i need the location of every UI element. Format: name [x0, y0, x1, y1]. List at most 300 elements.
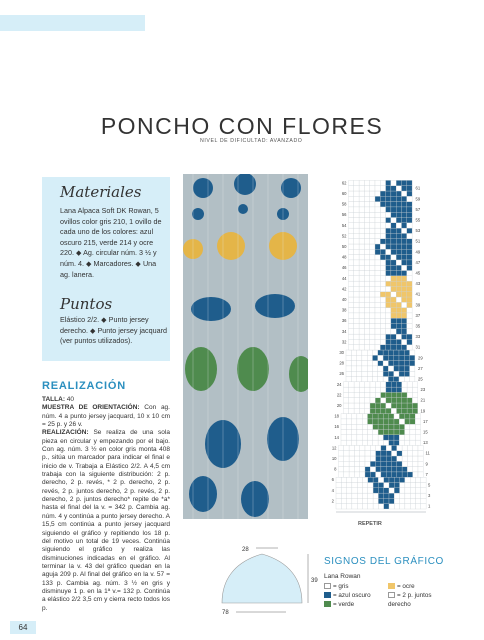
chart-cell — [402, 313, 407, 318]
chart-cell — [370, 255, 375, 260]
chart-cell — [365, 451, 370, 456]
chart-cell — [375, 260, 380, 265]
chart-cell — [380, 271, 385, 276]
chart-cell — [386, 308, 391, 313]
chart-cell — [370, 398, 375, 403]
chart-cell — [375, 286, 380, 291]
chart-cell — [407, 302, 412, 307]
gauge-value: Con ag. núm. 4 a punto jersey jacquard, 10 x 10 cm = 25 p. y 26 v. — [42, 404, 170, 429]
chart-cell — [381, 461, 386, 466]
chart-cell — [386, 180, 391, 185]
chart-cell — [370, 218, 375, 223]
instructions-value: Se realiza de una sola pieza en circular y empezando por el bajo. Con ag. núm. 3 ½ en color gris monta 408 p., sitúa un marcador para indicar el final e inicio de v. Trabaja a Elástico 2/2. A 4,5 cm trabaja con la siguiente distribución: 2 p. derecho, 2 p. revés, * 2 p. derecho, 2 p. revés, 2 p. juntos derecho, 2 p. revés, 2 p. derecho, 2 p. juntos derecho* repite de *a* hasta el final del la v. = 342 p. Cambia ag. núm. 4 y continúa a punto jersey derecho. A 15,5 cm continúa a punto jersey jacquard siguiendo el gráfico y repitiendo los 18 p. del motivo un total de 19 veces. Continúa siguiendo el gráfico y realiza las disminuciones indicadas en el gráfico. Al terminar la v. 43 del gráfico quedan en la aguja 209 p. Al final del gráfico en la v. 57 = 133 p. Cambia ag. núm. 3 ½ en gris y disminuye 1 p. en la 1ª v.= 132 p. Continúa a elástico 2/2 3,5 cm y cierra recto todos los p. — [42, 429, 170, 612]
chart-cell — [354, 451, 359, 456]
chart-row-number-left: 26 — [339, 371, 344, 377]
legend-verde — [324, 601, 354, 608]
chart-cell — [367, 377, 372, 382]
chart-cell — [357, 366, 362, 371]
chart-row-number-right: 35 — [415, 323, 421, 329]
chart-cell — [344, 392, 349, 397]
chart-cell — [336, 488, 341, 493]
chart-cell — [405, 488, 410, 493]
chart-cell — [378, 371, 383, 376]
chart-cell — [402, 212, 407, 217]
chart-cell — [402, 249, 407, 254]
chart-cell — [354, 223, 359, 228]
chart-cell — [349, 281, 354, 286]
chart-cell — [364, 218, 369, 223]
schematic-top-width: 28 — [242, 547, 249, 553]
chart-cell — [402, 265, 407, 270]
chart-cell — [391, 223, 396, 228]
chart-cell — [344, 467, 349, 472]
chart-cell — [370, 260, 375, 265]
chart-cell — [373, 477, 378, 482]
chart-cell — [341, 419, 346, 424]
chart-cell — [407, 212, 412, 217]
chart-cell — [405, 424, 410, 429]
chart-cell — [365, 403, 370, 408]
chart-cell — [386, 223, 391, 228]
page-title: PONCHO CON FLORES — [100, 113, 384, 139]
chart-cell — [407, 398, 412, 403]
chart-cell — [410, 377, 415, 382]
chart-cell — [386, 212, 391, 217]
chart-cell — [391, 387, 396, 392]
chart-cell — [346, 366, 351, 371]
chart-cell — [344, 461, 349, 466]
chart-cell — [375, 302, 380, 307]
chart-cell — [386, 196, 391, 201]
chart-cell — [368, 440, 373, 445]
chart-cell — [367, 350, 372, 355]
chart-cell — [375, 403, 380, 408]
chart-cell — [352, 419, 357, 424]
chart-cell — [389, 430, 394, 435]
chart-cell — [354, 239, 359, 244]
chart-cell — [364, 228, 369, 233]
chart-cell — [396, 255, 401, 260]
swatch-gris — [324, 583, 331, 589]
chart-cell — [378, 477, 383, 482]
chart-cell — [421, 488, 426, 493]
chart-cell — [370, 392, 375, 397]
chart-cell — [375, 228, 380, 233]
chart-cell — [373, 483, 378, 488]
schematic-height: 39 — [311, 578, 318, 584]
chart-cell — [392, 456, 397, 461]
chart-cell — [383, 350, 388, 355]
chart-cell — [380, 334, 385, 339]
chart-cell — [349, 191, 354, 196]
chart-cell — [347, 504, 352, 509]
chart-cell — [364, 233, 369, 238]
chart-cell — [416, 504, 421, 509]
chart-cell — [407, 218, 412, 223]
chart-cell — [412, 382, 417, 387]
chart-cell — [349, 228, 354, 233]
knitting-chart — [306, 174, 441, 519]
chart-cell — [389, 440, 394, 445]
chart-cell — [402, 392, 407, 397]
chart-cell — [416, 477, 421, 482]
chart-cell — [349, 403, 354, 408]
chart-row-number-left: 38 — [341, 307, 347, 313]
chart-cell — [381, 382, 386, 387]
chart-cell — [410, 355, 415, 360]
chart-cell — [341, 483, 346, 488]
chart-cell — [383, 355, 388, 360]
chart-cell — [362, 377, 367, 382]
chart-cell — [391, 403, 396, 408]
chart-cell — [344, 398, 349, 403]
chart-cell — [364, 329, 369, 334]
chart-cell — [368, 414, 373, 419]
chart-cell — [373, 498, 378, 503]
chart-cell — [352, 483, 357, 488]
chart-cell — [396, 249, 401, 254]
chart-cell — [407, 186, 412, 191]
chart-row-number-right: 39 — [415, 302, 421, 308]
chart-cell — [380, 202, 385, 207]
chart-cell — [389, 504, 394, 509]
chart-cell — [360, 456, 365, 461]
chart-cell — [394, 493, 399, 498]
chart-cell — [410, 483, 415, 488]
chart-cell — [349, 339, 354, 344]
chart-cell — [347, 477, 352, 482]
chart-cell — [391, 271, 396, 276]
chart-row-number-right: 15 — [423, 429, 428, 435]
chart-cell — [416, 493, 421, 498]
chart-row-number-right: 1 — [428, 503, 431, 509]
chart-cell — [412, 408, 417, 413]
chart-cell — [357, 361, 362, 366]
chart-cell — [405, 504, 410, 509]
chart-cell — [359, 271, 364, 276]
chart-cell — [400, 488, 405, 493]
swatch-juntos — [388, 592, 395, 598]
chart-row-number-right: 11 — [425, 450, 430, 456]
chart-cell — [402, 286, 407, 291]
chart-cell — [359, 207, 364, 212]
chart-cell — [375, 223, 380, 228]
chart-cell — [386, 249, 391, 254]
chart-cell — [396, 223, 401, 228]
chart-cell — [405, 430, 410, 435]
chart-cell — [386, 403, 391, 408]
chart-cell — [389, 488, 394, 493]
chart-cell — [378, 435, 383, 440]
chart-cell — [399, 435, 404, 440]
chart-cell — [375, 271, 380, 276]
chart-cell — [373, 361, 378, 366]
chart-cell — [397, 472, 402, 477]
chart-cell — [359, 276, 364, 281]
chart-row-number-right: 51 — [415, 238, 421, 244]
chart-cell — [370, 451, 375, 456]
chart-cell — [402, 318, 407, 323]
chart-cell — [380, 207, 385, 212]
chart-cell — [400, 493, 405, 498]
chart-cell — [360, 451, 365, 456]
chart-row-number-left: 6 — [331, 477, 334, 483]
chart-cell — [380, 302, 385, 307]
chart-cell — [363, 493, 368, 498]
chart-cell — [362, 361, 367, 366]
chart-cell — [407, 255, 412, 260]
chart-cell — [386, 218, 391, 223]
chart-cell — [380, 249, 385, 254]
chart-cell — [375, 196, 380, 201]
chart-cell — [402, 334, 407, 339]
chart-cell — [341, 414, 346, 419]
chart-cell — [339, 451, 344, 456]
chart-cell — [370, 271, 375, 276]
chart-cell — [349, 334, 354, 339]
chart-cell — [392, 467, 397, 472]
chart-cell — [415, 430, 420, 435]
chart-cell — [357, 435, 362, 440]
chart-cell — [381, 403, 386, 408]
chart-cell — [375, 297, 380, 302]
chart-cell — [386, 297, 391, 302]
chart-cell — [349, 265, 354, 270]
chart-cell — [402, 398, 407, 403]
chart-row-number-left: 54 — [341, 222, 347, 228]
chart-cell — [389, 424, 394, 429]
chart-cell — [368, 493, 373, 498]
chart-cell — [349, 387, 354, 392]
chart-cell — [354, 207, 359, 212]
chart-cell — [399, 430, 404, 435]
chart-cell — [397, 398, 402, 403]
chart-cell — [416, 483, 421, 488]
chart-cell — [378, 488, 383, 493]
chart-cell — [376, 456, 381, 461]
chart-cell — [380, 265, 385, 270]
chart-cell — [396, 286, 401, 291]
chart-cell — [381, 451, 386, 456]
chart-cell — [380, 324, 385, 329]
chart-cell — [359, 292, 364, 297]
chart-cell — [378, 498, 383, 503]
knit-photo — [183, 174, 308, 519]
chart-cell — [396, 191, 401, 196]
chart-cell — [364, 265, 369, 270]
chart-cell — [344, 456, 349, 461]
chart-cell — [394, 498, 399, 503]
chart-cell — [375, 324, 380, 329]
chart-cell — [364, 276, 369, 281]
chart-row-number-right: 57 — [415, 206, 421, 212]
chart-cell — [394, 435, 399, 440]
chart-cell — [394, 504, 399, 509]
chart-cell — [402, 467, 407, 472]
chart-cell — [364, 223, 369, 228]
chart-row-number-left: 42 — [341, 286, 347, 292]
chart-cell — [391, 265, 396, 270]
chart-cell — [354, 228, 359, 233]
chart-cell — [405, 419, 410, 424]
chart-cell — [412, 387, 417, 392]
chart-cell — [359, 191, 364, 196]
chart-cell — [405, 483, 410, 488]
chart-cell — [364, 212, 369, 217]
chart-cell — [399, 424, 404, 429]
chart-cell — [364, 318, 369, 323]
chart-cell — [354, 403, 359, 408]
chart-cell — [380, 191, 385, 196]
chart-cell — [415, 435, 420, 440]
chart-cell — [365, 387, 370, 392]
chart-cell — [388, 350, 393, 355]
chart-cell — [396, 334, 401, 339]
chart-cell — [396, 207, 401, 212]
chart-cell — [375, 233, 380, 238]
chart-cell — [359, 218, 364, 223]
chart-cell — [376, 451, 381, 456]
chart-cell — [378, 361, 383, 366]
chart-cell — [354, 255, 359, 260]
chart-row-number-right: 17 — [423, 418, 428, 424]
chart-cell — [407, 286, 412, 291]
chart-row-number-left: 12 — [331, 445, 337, 451]
chart-cell — [373, 504, 378, 509]
chart-cell — [402, 297, 407, 302]
chart-cell — [412, 398, 417, 403]
chart-cell — [407, 392, 412, 397]
chart-cell — [375, 334, 380, 339]
chart-cell — [375, 202, 380, 207]
chart-cell — [346, 424, 351, 429]
chart-cell — [380, 239, 385, 244]
chart-row-number-left: 46 — [341, 265, 347, 271]
chart-cell — [349, 324, 354, 329]
chart-cell — [359, 339, 364, 344]
chart-cell — [359, 239, 364, 244]
chart-cell — [375, 255, 380, 260]
legend-azul — [324, 592, 371, 599]
chart-cell — [354, 345, 359, 350]
chart-cell — [364, 196, 369, 201]
chart-cell — [373, 371, 378, 376]
chart-cell — [407, 276, 412, 281]
chart-cell — [410, 498, 415, 503]
chart-cell — [402, 218, 407, 223]
chart-cell — [391, 292, 396, 297]
chart-cell — [407, 191, 412, 196]
chart-cell — [359, 286, 364, 291]
chart-cell — [407, 233, 412, 238]
chart-cell — [402, 223, 407, 228]
legend-juntos-line2: derecho — [388, 601, 411, 608]
chart-cell — [386, 445, 391, 450]
chart-cell — [383, 414, 388, 419]
chart-cell — [360, 472, 365, 477]
chart-cell — [375, 281, 380, 286]
chart-cell — [388, 371, 393, 376]
chart-cell — [402, 387, 407, 392]
chart-cell — [396, 281, 401, 286]
chart-cell — [415, 440, 420, 445]
chart-cell — [352, 424, 357, 429]
chart-row-number-left: 58 — [341, 201, 347, 207]
chart-cell — [396, 260, 401, 265]
poncho-schematic — [196, 540, 321, 620]
chart-cell — [352, 498, 357, 503]
chart-cell — [354, 265, 359, 270]
chart-cell — [396, 308, 401, 313]
chart-cell — [396, 265, 401, 270]
chart-cell — [383, 419, 388, 424]
chart-cell — [354, 445, 359, 450]
chart-cell — [391, 218, 396, 223]
chart-cell — [359, 202, 364, 207]
chart-cell — [402, 202, 407, 207]
chart-cell — [386, 260, 391, 265]
chart-cell — [386, 239, 391, 244]
chart-cell — [410, 361, 415, 366]
chart-cell — [370, 207, 375, 212]
chart-cell — [368, 424, 373, 429]
chart-cell — [389, 498, 394, 503]
chart-cell — [380, 218, 385, 223]
chart-cell — [346, 430, 351, 435]
chart-cell — [370, 212, 375, 217]
chart-cell — [407, 451, 412, 456]
chart-cell — [359, 408, 364, 413]
chart-cell — [341, 498, 346, 503]
chart-cell — [407, 239, 412, 244]
chart-cell — [404, 350, 409, 355]
chart-cell — [362, 424, 367, 429]
chart-cell — [373, 366, 378, 371]
chart-cell — [380, 223, 385, 228]
chart-cell — [413, 451, 418, 456]
chart-cell — [349, 180, 354, 185]
chart-cell — [389, 477, 394, 482]
chart-cell — [415, 419, 420, 424]
chart-cell — [376, 461, 381, 466]
legend-gris — [324, 583, 349, 590]
chart-cell — [410, 488, 415, 493]
chart-row-number-left: 10 — [331, 456, 337, 461]
chart-cell — [381, 445, 386, 450]
chart-cell — [375, 382, 380, 387]
chart-cell — [396, 212, 401, 217]
chart-cell — [397, 456, 402, 461]
chart-cell — [347, 488, 352, 493]
chart-cell — [412, 392, 417, 397]
chart-cell — [349, 345, 354, 350]
chart-cell — [386, 228, 391, 233]
chart-cell — [354, 292, 359, 297]
chart-cell — [380, 212, 385, 217]
chart-cell — [336, 477, 341, 482]
chart-cell — [405, 440, 410, 445]
legend-gris-label: = gris — [333, 583, 349, 590]
chart-cell — [391, 196, 396, 201]
chart-cell — [349, 255, 354, 260]
chart-cell — [367, 361, 372, 366]
chart-cell — [380, 313, 385, 318]
chart-cell — [391, 255, 396, 260]
chart-cell — [357, 504, 362, 509]
chart-cell — [354, 398, 359, 403]
chart-cell — [357, 483, 362, 488]
chart-row-number-left: 30 — [339, 350, 344, 355]
